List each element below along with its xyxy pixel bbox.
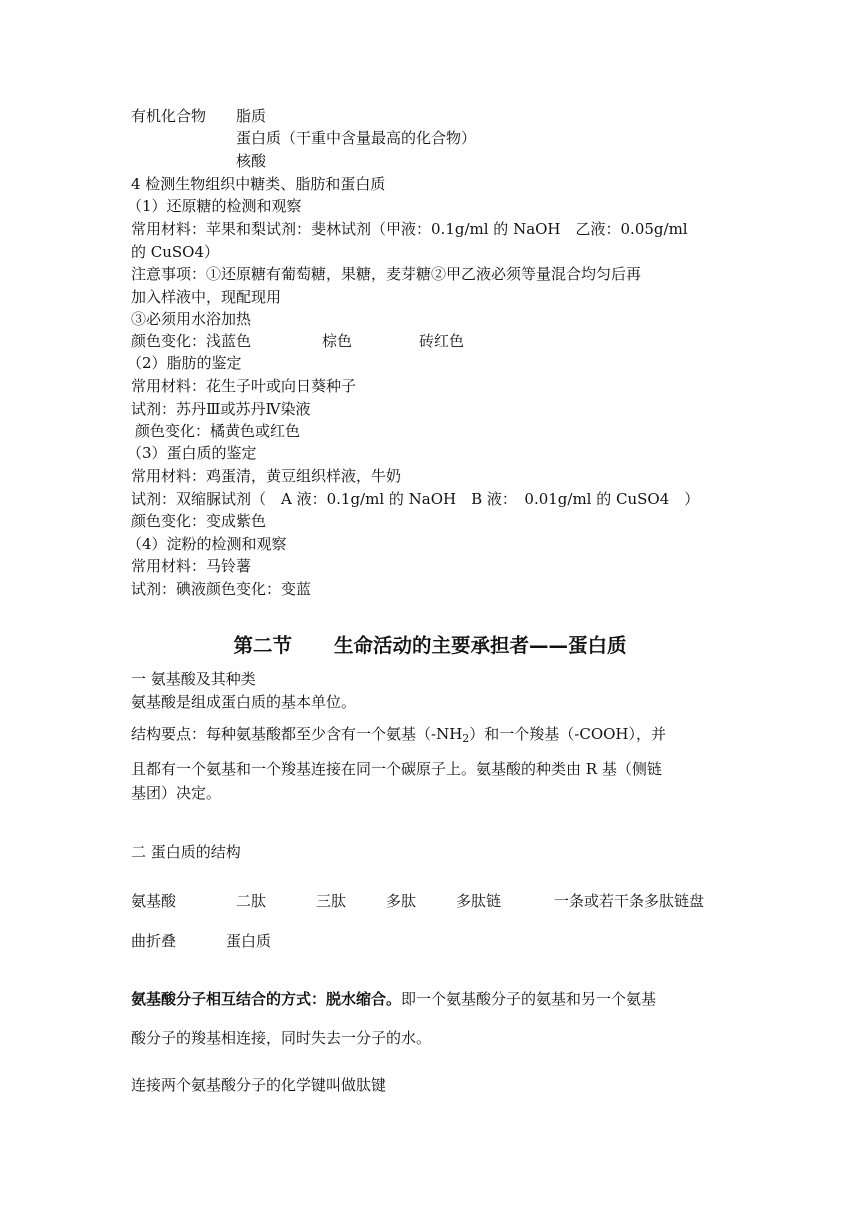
part-2-title: 二 蛋白质的结构 xyxy=(131,843,241,861)
bond-line-b: 酸分子的羧基相连接，同时失去一分子的水。 xyxy=(131,1029,432,1047)
structure-line-a-rest: ）和一个羧基（-COOH），并 xyxy=(469,725,667,743)
materials-1-line-a: 常用材料：苹果和梨试剂：斐林试剂（甲液：0.1g/ml 的 NaOH 乙液：0.05g/ml xyxy=(131,220,688,238)
structure-line-a xyxy=(131,724,666,749)
color-change-1-end: 砖红色 xyxy=(419,332,465,350)
reagent-4: 试剂：碘液颜色变化：变蓝 xyxy=(131,580,312,598)
flow-folding-b: 曲折叠 xyxy=(131,932,177,950)
flow-amino-acid: 氨基酸 xyxy=(131,892,177,910)
lipid-item: 脂质 xyxy=(236,107,267,125)
materials-1-line-b: 的 CuSO4） xyxy=(131,243,220,261)
materials-2: 常用材料：花生子叶或向日葵种子 xyxy=(131,377,357,395)
chapter-heading xyxy=(0,633,860,659)
subsection-4-title: （4）淀粉的检测和观察 xyxy=(127,535,287,553)
color-change-1-label: 颜色变化：浅蓝色 xyxy=(131,332,252,350)
color-change-1-mid: 棕色 xyxy=(322,332,353,350)
heading-section: 第二节 xyxy=(233,634,292,657)
color-change-2: 颜色变化：橘黄色或红色 xyxy=(135,422,301,440)
amino-acid-unit: 氨基酸是组成蛋白质的基本单位。 xyxy=(131,693,357,711)
flow-tripeptide: 三肽 xyxy=(316,892,347,910)
flow-folding-a: 一条或若干条多肽链盘 xyxy=(554,892,705,910)
reagent-3: 试剂：双缩脲试剂（ A 液：0.1g/ml 的 NaOH B 液： 0.01g/ml 的 CuSO4 ） xyxy=(131,490,700,508)
notes-line-a: 注意事项：①还原糖有葡萄糖，果糖，麦芽糖②甲乙液必须等量混合均匀后再 xyxy=(131,265,642,283)
part-1-title: 一 氨基酸及其种类 xyxy=(131,670,256,688)
subsection-2-title: （2）脂肪的鉴定 xyxy=(127,354,242,372)
structure-line-b: 且都有一个氨基和一个羧基连接在同一个碳原子上。氨基酸的种类由 R 基（侧链 xyxy=(131,760,662,778)
structure-line-a-text: 结构要点：每种氨基酸都至少含有一个氨基（-NH xyxy=(131,725,463,743)
notes-line-b: 加入样液中，现配现用 xyxy=(131,288,282,306)
flow-polypeptide: 多肽 xyxy=(386,892,417,910)
flow-polypeptide-chain: 多肽链 xyxy=(456,892,502,910)
materials-4: 常用材料：马铃薯 xyxy=(131,557,252,575)
reagent-2: 试剂：苏丹Ⅲ或苏丹Ⅳ染液 xyxy=(131,400,311,418)
flow-dipeptide: 二肽 xyxy=(236,892,267,910)
protein-item: 蛋白质（干重中含量最高的化合物） xyxy=(236,129,477,147)
subsection-3-title: （3）蛋白质的鉴定 xyxy=(127,444,257,462)
structure-subscript: 2 xyxy=(462,732,470,745)
subsection-1-title: （1）还原糖的检测和观察 xyxy=(127,197,302,215)
bond-rest-a: 即一个氨基酸分子的氨基和另一个氨基 xyxy=(401,990,657,1008)
organic-compounds-label: 有机化合物 xyxy=(131,107,207,125)
color-change-3: 颜色变化：变成紫色 xyxy=(131,512,267,530)
flow-protein: 蛋白质 xyxy=(226,932,272,950)
nucleic-acid-item: 核酸 xyxy=(236,152,267,170)
bond-line-a xyxy=(131,989,656,1009)
structure-line-c: 基团）决定。 xyxy=(131,784,222,802)
peptide-bond-line: 连接两个氨基酸分子的化学键叫做肽键 xyxy=(131,1076,387,1094)
section-4-title: 4 检测生物组织中糖类、脂肪和蛋白质 xyxy=(131,175,386,193)
bond-bold: 氨基酸分子相互结合的方式：脱水缩合。 xyxy=(131,990,402,1008)
heading-title: 生命活动的主要承担者——蛋白质 xyxy=(334,634,627,657)
notes-line-c: ③必须用水浴加热 xyxy=(131,310,252,328)
materials-3: 常用材料：鸡蛋清，黄豆组织样液，牛奶 xyxy=(131,467,402,485)
